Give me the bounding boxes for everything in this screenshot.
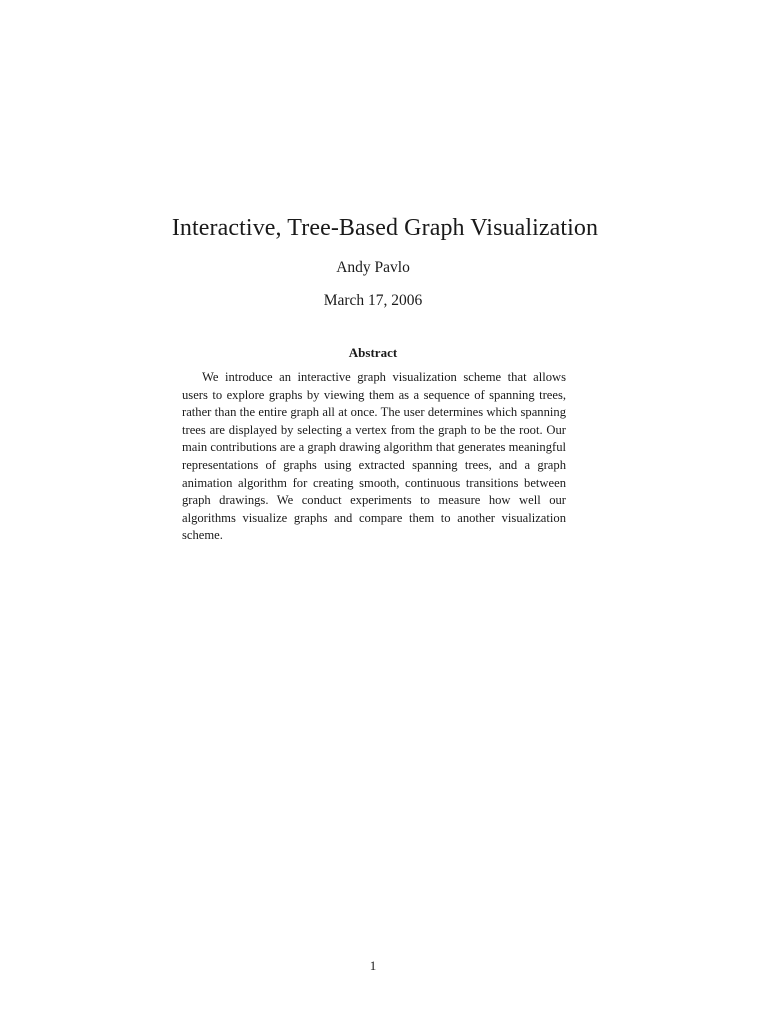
publication-date: March 17, 2006 [323,292,423,309]
page-number: 1 [369,958,377,973]
author-name: Andy Pavlo [336,259,410,276]
abstract-heading: Abstract [348,345,398,360]
abstract-text: We introduce an interactive graph visualization scheme that allows users to explore graphs by viewing them as a sequence of spanning trees, rather than the entire graph all at once. The user determines which spanning trees are displayed by selecting a vertex from the graph to be the root. Our main contributions are a graph drawing algorithm that generates meaningful representations of graphs using extracted spanning trees, and a graph animation algorithm for creating smooth, continuous transitions between graph drawings. We conduct experiments to measure how well our algorithms visualize graphs and compare them to another visualization scheme. [182,370,566,543]
paper-title: Interactive, Tree-Based Graph Visualization [171,215,599,241]
